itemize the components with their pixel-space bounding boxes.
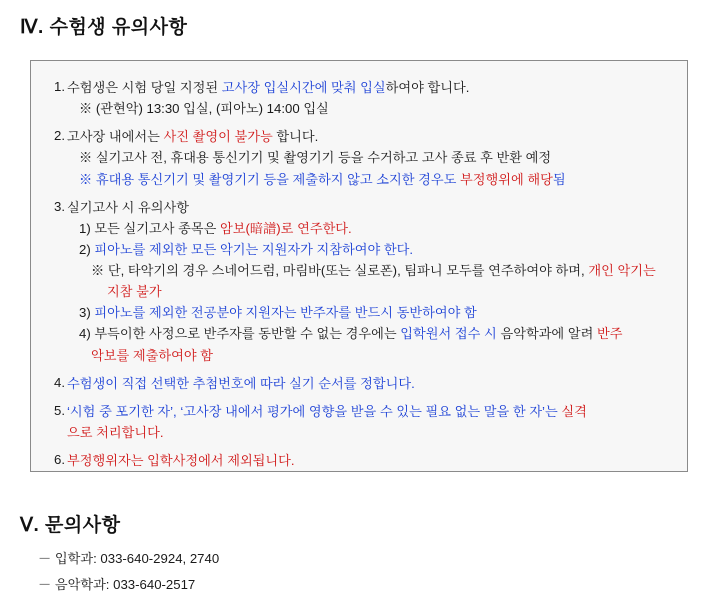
notice-item-number: 3. [54, 198, 65, 214]
notice-text: 암보(暗譜)로 연주한다. [220, 220, 352, 236]
notice-item-number: 1. [54, 79, 65, 94]
notice-text: 합니다. [272, 129, 319, 145]
notice-item [45, 401, 673, 443]
notice-line [67, 126, 673, 147]
notice-text: 입학원서 접수 시 [400, 326, 497, 342]
notice-item [45, 373, 673, 394]
notice-text: 개인 악기는 [588, 263, 656, 278]
notice-item [45, 197, 673, 366]
notice-line [67, 345, 673, 366]
notice-line [67, 239, 673, 260]
notice-text: 으로 처리합니다. [67, 424, 164, 440]
notice-text: 2) [79, 241, 95, 257]
contact-line: － 음악학과: 033-640-2517 [38, 576, 196, 592]
notice-text: 피아노를 제외한 모든 악기는 지원자가 지참하여야 한다. [94, 241, 414, 257]
notice-text: ※ 휴대용 통신기기 및 촬영기기 등을 제출하지 않고 소지한 경우도 [79, 171, 461, 187]
notice-text: 부정행위자는 [67, 453, 148, 468]
notice-item-number: 4. [54, 374, 65, 390]
section-heading-contact: Ⅴ. 문의사항 [20, 515, 121, 536]
notice-text: ※ 단, 타악기의 경우 스네어드럼, 마림바(또는 실로폰), 팀파니 모두를 연주하여야 하며, [91, 263, 589, 278]
notice-line [67, 197, 673, 218]
notice-line [67, 77, 673, 98]
notice-text: 지참 불가 [107, 284, 162, 300]
notice-text: ※ 실기고사 전, 휴대용 통신기기 및 촬영기기 등을 수거하고 고사 종료 후 반환 예정 [79, 150, 552, 166]
notice-item-number: 5. [54, 402, 65, 418]
notice-line [67, 323, 673, 344]
notice-line [67, 260, 673, 281]
notice-box [30, 60, 688, 472]
notice-line [67, 281, 673, 302]
notice-text: 고사장 입실시간에 맞춰 입실 [221, 80, 386, 95]
notice-text: 입학사정에서 제외됩니다. [147, 453, 295, 468]
notice-text: 실격 [561, 403, 587, 419]
notice-list [45, 77, 673, 471]
notice-item-number: 2. [54, 128, 65, 144]
section-heading-notices: Ⅳ. 수험생 유의사항 [20, 17, 188, 38]
notice-line [67, 422, 673, 443]
notice-line [67, 218, 673, 239]
notice-line [67, 302, 673, 323]
contact-list [38, 546, 219, 597]
notice-line [67, 373, 673, 394]
notice-item [45, 77, 673, 119]
notice-text: 사진 촬영이 불가능 [163, 129, 273, 145]
notice-text: 수험생은 시험 당일 지정된 [67, 80, 222, 95]
notice-item [45, 450, 673, 471]
notice-text: 부정행위에 해당 [460, 171, 553, 187]
notice-item-number: 6. [54, 452, 65, 467]
notice-text: 4) 부득이한 사정으로 반주자를 동반할 수 없는 경우에는 [79, 326, 401, 342]
notice-line [67, 450, 673, 471]
notice-text: 악보를 제출하여야 함 [91, 347, 213, 363]
notice-text: 반주 [596, 326, 623, 342]
notice-line [67, 169, 673, 190]
notice-line [67, 147, 673, 168]
notice-text: 3) [79, 305, 95, 321]
notice-text: 1) 모든 실기고사 종목은 [79, 220, 221, 236]
notice-text: 피아노를 제외한 전공분야 지원자는 반주자를 반드시 동반하여야 함 [94, 305, 477, 321]
notice-text: 실기고사 시 유의사항 [67, 199, 189, 215]
notice-line [67, 98, 673, 119]
notice-line [67, 401, 673, 422]
notice-text: 수험생이 직접 선택한 추첨번호에 따라 실기 순서를 정합니다. [67, 375, 415, 391]
notice-text: ‘시험 중 포기한 자’, ‘고사장 내에서 평가에 영향을 받을 수 있는 필요 없는 말을 한 자’는 [67, 403, 562, 419]
notice-item [45, 126, 673, 189]
notice-text: 음악학과에 알려 [496, 326, 597, 342]
notice-text: ※ (관현악) 13:30 입실, (피아노) 14:00 입실 [79, 101, 329, 117]
notice-text: 고사장 내에서는 [67, 129, 164, 145]
notice-text: 됨 [552, 171, 566, 187]
contact-line: － 입학과: 033-640-2924, 2740 [38, 551, 220, 566]
notice-text: 하여야 합니다. [385, 80, 470, 95]
